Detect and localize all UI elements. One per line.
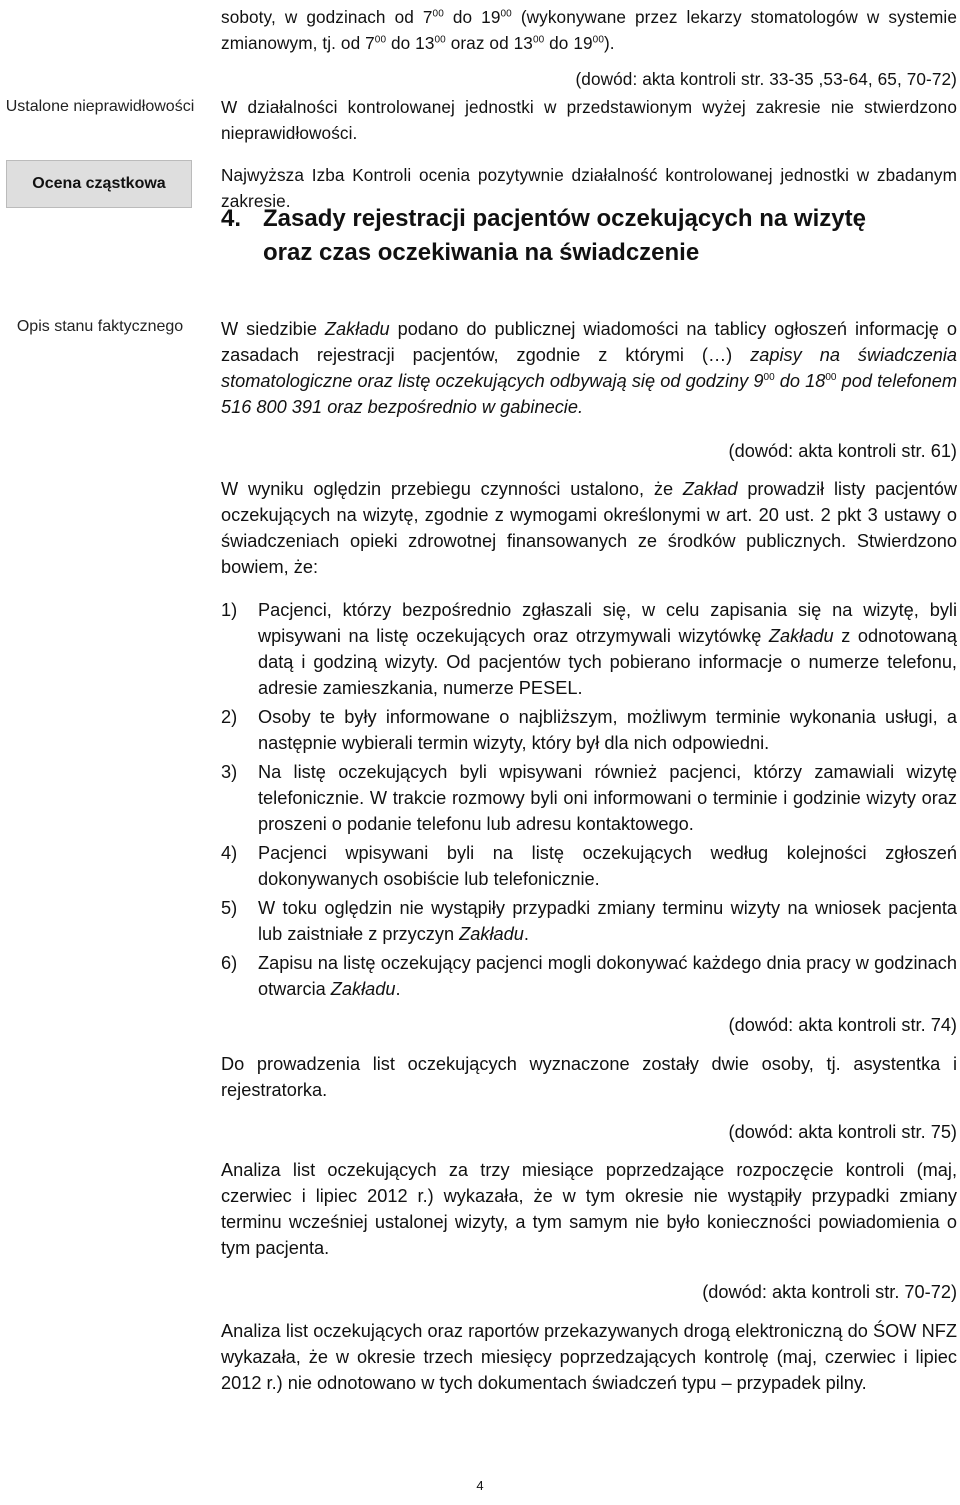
- analysis-paragraph: Analiza list oczekujących za trzy miesiące poprzedzające rozpoczęcie kontroli (maj, czerwiec i lipiec 2012 r.) wykazała, że w tym okresie nie wystąpiły przypadki zmiany terminu wcześniej ustalonej wizyty, a tym samym nie było konieczności powiadomienia o tym pacjenta.: [221, 1160, 957, 1258]
- evidence-note-4: (dowód: akta kontroli str. 75): [728, 1122, 957, 1142]
- superscript: 00: [432, 8, 444, 20]
- list-number: 2): [221, 707, 238, 727]
- list-number: 6): [221, 953, 238, 973]
- para-text: podano do publicznej wiadomości na tablicy ogłoszeń informację o zasadach rejestracji pacjentów, zgodnie z którymi (…): [221, 319, 957, 365]
- list-text: Pacjenci, którzy bezpośrednio zgłaszali się, w celu zapisania się na wizytę, byli wpisywani na listę oczekujących oraz otrzymywali wizytówkę: [258, 600, 957, 646]
- list-item: [221, 704, 957, 756]
- list-italic: Zakładu: [768, 626, 834, 646]
- intro-text: do 13: [386, 33, 435, 53]
- superscript: 00: [532, 34, 545, 46]
- superscript: 00: [374, 34, 387, 46]
- evidence-note-5: (dowód: akta kontroli str. 70-72): [702, 1282, 957, 1302]
- list-text: W toku oględzin nie wystąpiły przypadki zmiany terminu wizyty na wniosek pacjenta lub zaistniałe z przyczyn: [258, 898, 957, 944]
- list-item: [221, 950, 957, 1002]
- list-item: [221, 840, 957, 892]
- list-italic: Zakładu: [330, 979, 396, 999]
- margin-label-partial-assessment: [6, 160, 192, 208]
- partial-assessment-text: Ocena cząstkowa: [32, 175, 166, 192]
- list-number: 1): [221, 600, 238, 620]
- list-number: 5): [221, 898, 238, 918]
- list-number: 4): [221, 843, 238, 863]
- para-italic: do 18: [774, 371, 826, 391]
- superscript: 00: [434, 34, 446, 46]
- margin-label-irregularities: Ustalone nieprawidłowości: [5, 98, 195, 115]
- intro-text: (wykonywane przez lekarzy stomatologów w systemie zmianowym, tj. od 7: [221, 7, 958, 53]
- superscript: 00: [592, 34, 604, 46]
- list-text: .: [523, 924, 529, 944]
- intro-text: soboty, w godzinach od 7: [221, 7, 433, 27]
- list-text: Na listę oczekujących byli wpisywani również pacjenci, którzy zamawiali wizytę telefonicznie. W trakcie rozmowy byli oni informowani o terminie i godzinie wizyty oraz proszeni o podanie telefonu lub adresu kontaktowego.: [258, 762, 957, 834]
- assessment-paragraph: Najwyższa Izba Kontroli ocenia pozytywnie działalność kontrolowanej jednostki w zbadanym zakresie.: [221, 165, 957, 211]
- list-text: Zapisu na listę oczekujący pacjenci mogli dokonywać każdego dnia pracy w godzinach otwarcia: [258, 953, 957, 999]
- section-heading: [221, 202, 957, 270]
- list-item: [221, 759, 957, 837]
- findings-list: [221, 597, 957, 1005]
- margin-label-facts: Opis stanu faktycznego: [16, 318, 184, 335]
- para-italic: Zakładu: [324, 319, 390, 339]
- para-text: W wyniku oględzin przebiegu czynności ustalono, że: [221, 479, 683, 499]
- superscript: 00: [763, 371, 775, 383]
- intro-text: oraz od 13: [445, 33, 533, 53]
- page-number: 4: [476, 1478, 484, 1493]
- list-text: Osoby te były informowane o najbliższym, możliwym terminie wykonania usługi, a następnie wybierali termin wizyty, który był dla nich odpowiedni.: [258, 707, 957, 753]
- list-text: .: [395, 979, 401, 999]
- nfz-report-paragraph: Analiza list oczekujących oraz raportów przekazywanych drogą elektroniczną do ŚOW NFZ wykazała, że w okresie trzech miesięcy poprzedzających kontrolę (maj, czerwiec i lipiec 2012 r.) nie odnotowano w tych dokumentach świadczeń typu – przypadek pilny.: [221, 1321, 957, 1393]
- superscript: 00: [825, 371, 837, 383]
- intro-paragraph: [221, 4, 957, 56]
- registration-info-paragraph: [221, 316, 957, 420]
- evidence-note-3: (dowód: akta kontroli str. 74): [728, 1015, 957, 1035]
- intro-text: do 19: [544, 33, 593, 53]
- section-number: 4.: [221, 205, 242, 232]
- evidence-note-1: (dowód: akta kontroli str. 33-35 ,53-64, 65, 70-72): [575, 69, 957, 89]
- intro-text: ).: [603, 33, 615, 53]
- para-text: W siedzibie: [221, 319, 325, 339]
- intro-text: do 19: [443, 7, 501, 27]
- section-title-line1: Zasady rejestracji pacjentów oczekujących na wizytę: [263, 205, 866, 232]
- list-text: Pacjenci wpisywani byli na listę oczekujących według kolejności zgłoszeń dokonywanych osobiście lub telefonicznie.: [258, 843, 957, 889]
- para-italic: pod telefonem 516 800 391 oraz bezpośrednio w gabinecie.: [221, 371, 957, 417]
- section-title-line2: oraz czas oczekiwania na świadczenie: [263, 239, 700, 266]
- list-item: [221, 895, 957, 947]
- superscript: 00: [500, 8, 512, 20]
- staff-paragraph: Do prowadzenia list oczekujących wyznaczone zostały dwie osoby, tj. asystentka i rejestratorka.: [221, 1054, 957, 1100]
- para-italic: zapisy na świadczenia stomatologiczne oraz listę oczekujących odbywają się od godziny 9: [221, 345, 957, 391]
- list-text: z odnotowaną datą i godziną wizyty. Od pacjentów tych pobierano informacje o numerze telefonu, adresie zamieszkania, numerze PESEL.: [258, 626, 957, 698]
- para-italic: Zakład: [682, 479, 738, 499]
- list-number: 3): [221, 762, 238, 782]
- list-item: [221, 597, 957, 701]
- irregularities-paragraph: W działalności kontrolowanej jednostki w przedstawionym wyżej zakresie nie stwierdzono nieprawidłowości.: [221, 97, 957, 143]
- para-text: prowadził listy pacjentów oczekujących na wizytę, zgodnie z wymogami określonymi w art. 20 ust. 2 pkt 3 ustawy o świadczeniach opieki zdrowotnej finansowanych ze środków publicznych. Stwierdzono bowiem, że:: [221, 479, 957, 577]
- inspection-paragraph: [221, 476, 957, 580]
- list-italic: Zakładu: [459, 924, 524, 944]
- evidence-note-2: (dowód: akta kontroli str. 61): [728, 441, 957, 461]
